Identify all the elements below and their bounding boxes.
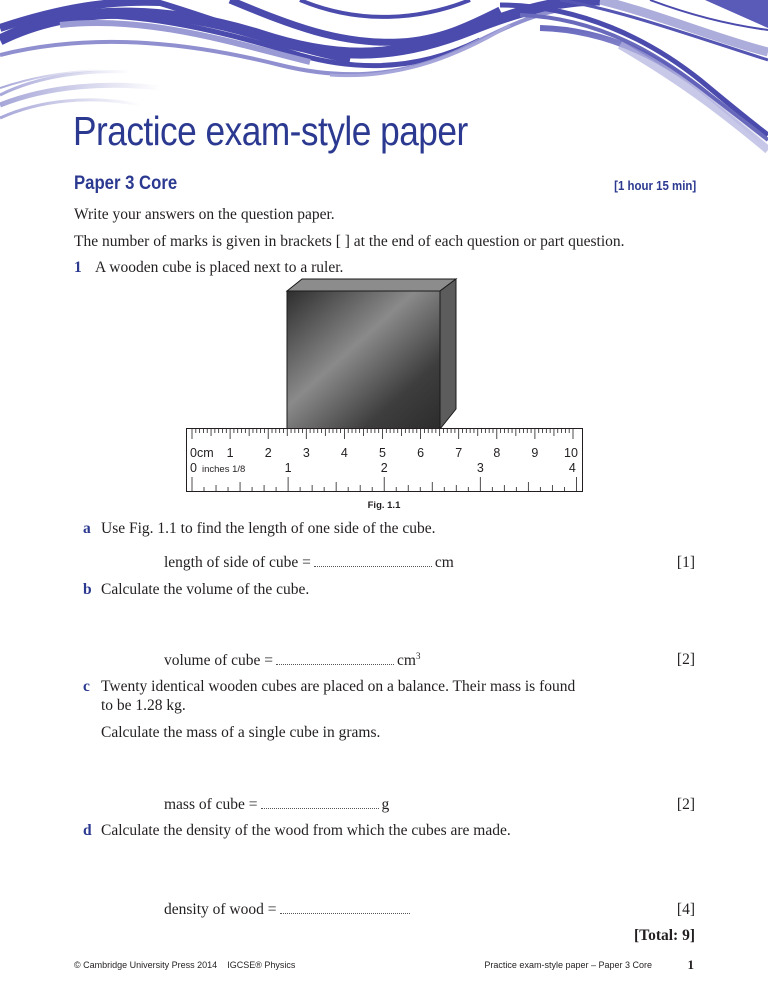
part-a-text: Use Fig. 1.1 to find the length of one side of the cube. [101, 520, 436, 537]
part-a-answer-line [164, 554, 454, 573]
part-b-answer-line [164, 651, 420, 671]
svg-text:0cm: 0cm [190, 446, 214, 460]
svg-text:inches 1/8: inches 1/8 [202, 464, 246, 475]
svg-text:0: 0 [190, 461, 197, 475]
figure-caption: Fig. 1.1 [367, 500, 401, 511]
part-d-answer-line [164, 901, 413, 920]
question-number: 1 [74, 259, 82, 276]
svg-text:8: 8 [493, 446, 501, 460]
unit-superscript: 3 [415, 651, 421, 661]
answer-field-mass[interactable] [261, 796, 379, 809]
answer-label: density of wood = [164, 901, 277, 918]
answer-unit: cm [397, 652, 416, 670]
paper-duration: [1 hour 15 min] [613, 178, 696, 193]
answer-label: volume of cube = [164, 652, 274, 670]
page-title: Practice exam-style paper [73, 108, 468, 154]
svg-text:9: 9 [531, 446, 539, 460]
svg-text:1: 1 [226, 446, 234, 460]
cube-illustration [287, 279, 456, 429]
svg-text:2: 2 [380, 461, 388, 475]
part-c-answer-line [164, 796, 389, 815]
part-label: a [83, 520, 91, 537]
figure-cube-and-ruler [180, 272, 590, 500]
part-label: d [83, 822, 92, 839]
answer-label: length of side of cube = [164, 554, 311, 571]
page-number: 1 [687, 957, 694, 972]
part-c-text-line-2: to be 1.28 kg. [101, 697, 186, 714]
instruction-line-1: Write your answers on the question paper. [74, 206, 335, 223]
answer-unit: cm [434, 554, 454, 571]
footer-copyright: © Cambridge University Press 2014 [74, 960, 218, 970]
svg-text:4: 4 [340, 446, 348, 460]
part-c-marks: [2] [676, 796, 695, 813]
part-d-text: Calculate the density of the wood from which the cubes are made. [101, 822, 511, 839]
part-b-marks: [2] [676, 651, 695, 668]
part-b-text: Calculate the volume of the cube. [101, 581, 310, 598]
footer-subject: IGCSE® Physics [227, 960, 296, 970]
answer-field-length[interactable] [314, 554, 432, 567]
part-label: c [83, 678, 90, 695]
svg-text:6: 6 [417, 446, 425, 460]
part-label: b [83, 581, 92, 598]
answer-field-volume[interactable] [276, 652, 394, 665]
ruler-illustration [187, 429, 583, 492]
svg-text:3: 3 [476, 461, 484, 475]
svg-text:1: 1 [284, 461, 292, 475]
part-b-prompt [83, 581, 309, 600]
footer-left [74, 960, 295, 970]
instruction-line-2: The number of marks is given in brackets [ ] at the end of each question or part question. [74, 233, 625, 250]
part-c-text-line-3: Calculate the mass of a single cube in grams. [101, 724, 381, 741]
svg-text:7: 7 [455, 446, 463, 460]
answer-label: mass of cube = [164, 796, 258, 813]
svg-text:3: 3 [302, 446, 310, 460]
answer-unit: g [381, 796, 390, 813]
svg-text:4: 4 [568, 461, 576, 475]
paper-subtitle: Paper 3 Core [74, 173, 178, 194]
svg-text:2: 2 [264, 446, 272, 460]
part-c-text-line-1: Twenty identical wooden cubes are placed on a balance. Their mass is found [101, 678, 576, 695]
question-stem-text: A wooden cube is placed next to a ruler. [95, 259, 344, 276]
part-d-prompt [83, 822, 511, 841]
footer-running-title: Practice exam-style paper – Paper 3 Core [484, 960, 652, 970]
part-c-prompt [83, 678, 575, 697]
part-a-marks: [1] [676, 554, 695, 571]
answer-field-density[interactable] [280, 901, 410, 914]
part-a-prompt [83, 520, 435, 539]
svg-text:10: 10 [564, 446, 578, 460]
question-total-marks: [Total: 9] [634, 927, 695, 944]
svg-text:5: 5 [379, 446, 386, 460]
part-d-marks: [4] [676, 901, 695, 918]
